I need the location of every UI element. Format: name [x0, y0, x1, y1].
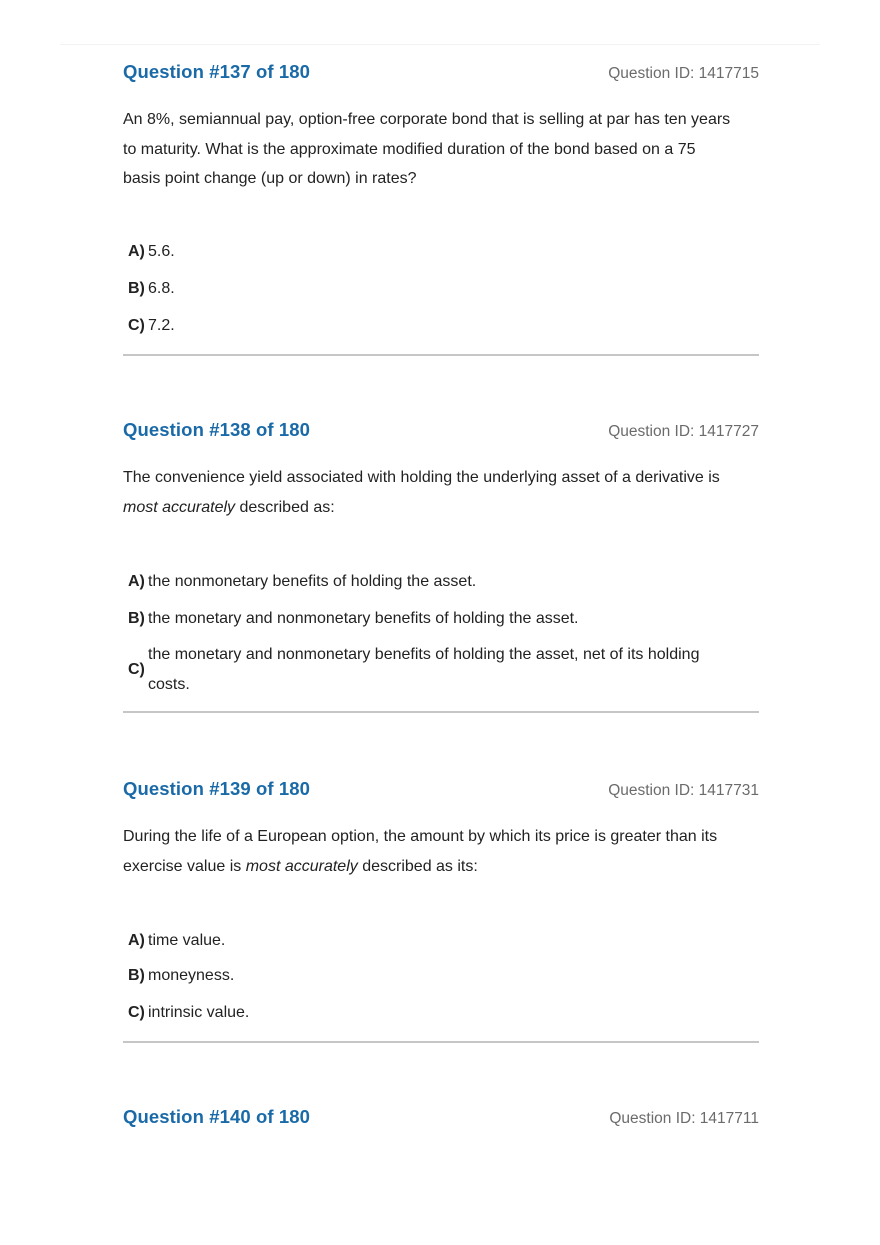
question-140 [123, 1106, 759, 1136]
answer-letter: A) [128, 573, 145, 590]
question-divider [123, 711, 759, 713]
stem-line: An 8%, semiannual pay, option-free corporate bond that is selling at par has ten years [123, 111, 731, 128]
answer-text: time value. [148, 932, 226, 949]
answer-letter: C) [128, 317, 145, 334]
answer-text-line: costs. [148, 675, 190, 693]
answer-option-b[interactable] [128, 604, 759, 634]
question-header [123, 61, 759, 91]
question-137 [123, 61, 759, 334]
stem-line: The convenience yield associated with holding the underlying asset of a derivative is [123, 469, 720, 486]
answer-text: 5.6. [148, 243, 175, 260]
answer-text: intrinsic value. [148, 1004, 250, 1021]
question-title: Question #137 of 180 [123, 61, 311, 82]
stem-text: described as: [235, 498, 335, 516]
answer-letter: A) [128, 243, 145, 260]
question-id: Question ID: 1417715 [608, 65, 759, 82]
answer-option-c[interactable] [128, 998, 759, 1028]
question-title: Question #139 of 180 [123, 778, 311, 799]
question-header [123, 1106, 759, 1136]
answer-option-b[interactable] [128, 961, 759, 991]
question-divider [123, 354, 759, 356]
answer-option-a[interactable] [128, 567, 759, 597]
answer-letter: C) [128, 1004, 145, 1021]
answer-text: 6.8. [148, 280, 175, 297]
answer-text: the monetary and nonmonetary benefits of holding the asset. [148, 610, 579, 627]
answer-text: moneyness. [148, 967, 235, 984]
answer-letter: B) [128, 280, 145, 297]
stem-line: During the life of a European option, the amount by which its price is greater than its [123, 828, 718, 845]
answer-letter: C) [128, 660, 145, 678]
stem-text: exercise value is [123, 857, 246, 875]
question-header [123, 419, 759, 449]
question-stem [123, 105, 759, 194]
answer-option-c[interactable] [128, 640, 759, 699]
question-title: Question #138 of 180 [123, 419, 311, 440]
question-id: Question ID: 1417727 [608, 423, 759, 440]
question-divider [123, 1041, 759, 1043]
page-top-rule [60, 44, 820, 45]
stem-line: to maturity. What is the approximate modified duration of the bond based on a 75 [123, 140, 696, 158]
answer-option-a[interactable] [128, 237, 759, 267]
answer-option-a[interactable] [128, 926, 759, 956]
stem-line [123, 852, 759, 882]
answer-letter: B) [128, 967, 145, 984]
question-stem [123, 822, 759, 881]
answer-letter: A) [128, 932, 145, 949]
stem-line [123, 493, 759, 523]
stem-emphasis: most accurately [245, 857, 358, 875]
question-138 [123, 419, 759, 693]
stem-emphasis: most accurately [123, 498, 236, 516]
question-id: Question ID: 1417711 [609, 1110, 759, 1127]
question-stem [123, 463, 759, 522]
question-139 [123, 778, 759, 1021]
answer-letter: B) [128, 610, 145, 627]
stem-text: described as its: [357, 857, 478, 875]
answer-option-c[interactable] [128, 311, 759, 341]
answer-text: the nonmonetary benefits of holding the asset. [148, 573, 477, 590]
answer-text [148, 640, 759, 699]
stem-line: basis point change (up or down) in rates? [123, 170, 417, 187]
question-header [123, 778, 759, 808]
answer-option-b[interactable] [128, 274, 759, 304]
question-title: Question #140 of 180 [123, 1106, 311, 1127]
question-id: Question ID: 1417731 [608, 782, 759, 799]
answer-text: 7.2. [148, 317, 175, 334]
answer-text-line: the monetary and nonmonetary benefits of holding the asset, net of its holding [148, 646, 700, 663]
